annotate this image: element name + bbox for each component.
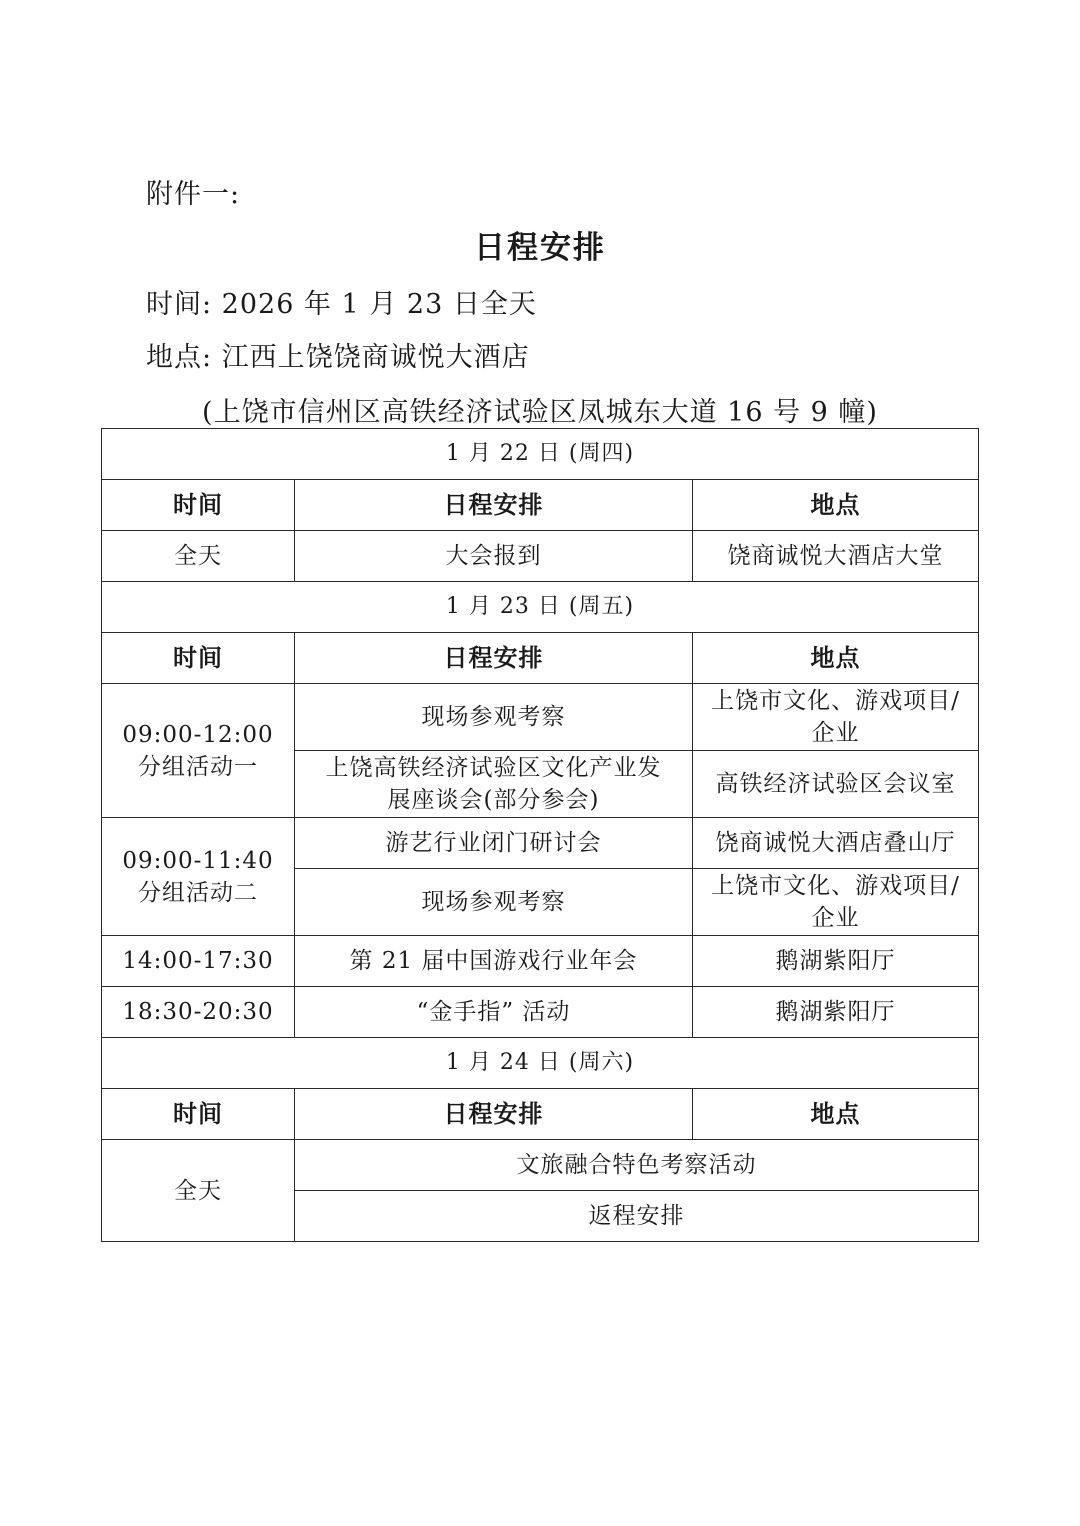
column-header-row [102,480,979,531]
schedule-table [101,428,979,1242]
activity-cell: 返程安排 [295,1191,979,1242]
place-line: 企业 [811,720,860,746]
activity-cell: “金手指” 活动 [295,987,693,1038]
activity-line: 展座谈会(部分参会) [387,787,600,813]
column-header-place: 地点 [693,1089,979,1140]
activity-cell [295,751,693,818]
table-row [102,684,979,751]
table-row [102,818,979,869]
column-header-schedule: 日程安排 [295,480,693,531]
activity-cell: 大会报到 [295,531,693,582]
table-row [102,987,979,1038]
place-cell: 鹅湖紫阳厅 [693,987,979,1038]
group-name: 分组活动二 [138,879,258,906]
place-cell: 饶商诚悦大酒店叠山厅 [693,818,979,869]
group-name: 分组活动一 [138,753,258,780]
column-header-schedule: 日程安排 [295,633,693,684]
activity-cell: 文旅融合特色考察活动 [295,1140,979,1191]
place-line: 上饶市文化、游戏项目/ [711,873,960,899]
column-header-row [102,633,979,684]
column-header-place: 地点 [693,480,979,531]
activity-line: 上饶高铁经济试验区文化产业发 [325,755,662,781]
event-time-line: 时间: 2026 年 1 月 23 日全天 [146,289,537,320]
group-time-cell [102,684,295,818]
column-header-row [102,1089,979,1140]
group-time: 09:00-12:00 [122,721,274,748]
time-cell: 18:30-20:30 [102,987,295,1038]
day-header-row [102,429,979,480]
activity-cell: 第 21 届中国游戏行业年会 [295,936,693,987]
place-line: 上饶市文化、游戏项目/ [711,688,960,714]
table-row [102,1140,979,1191]
day-header-row [102,582,979,633]
event-place-line: 地点: 江西上饶饶商诚悦大酒店 [146,342,530,373]
day-label: 1 月 22 日 (周四) [102,429,979,480]
day-header-row [102,1038,979,1089]
activity-cell: 现场参观考察 [295,869,693,936]
activity-cell: 现场参观考察 [295,684,693,751]
group-time: 09:00-11:40 [122,847,274,874]
place-cell [693,684,979,751]
activity-cell: 游艺行业闭门研讨会 [295,818,693,869]
attachment-label: 附件一: [146,179,241,210]
place-cell: 鹅湖紫阳厅 [693,936,979,987]
column-header-time: 时间 [102,633,295,684]
day-label: 1 月 24 日 (周六) [102,1038,979,1089]
time-cell: 全天 [102,531,295,582]
time-cell: 全天 [102,1140,295,1242]
place-cell [693,869,979,936]
day-label: 1 月 23 日 (周五) [102,582,979,633]
group-time-cell [102,818,295,936]
column-header-schedule: 日程安排 [295,1089,693,1140]
time-cell: 14:00-17:30 [102,936,295,987]
column-header-time: 时间 [102,480,295,531]
place-cell: 高铁经济试验区会议室 [693,751,979,818]
place-cell: 饶商诚悦大酒店大堂 [693,531,979,582]
place-line: 企业 [811,905,860,931]
column-header-place: 地点 [693,633,979,684]
column-header-time: 时间 [102,1089,295,1140]
event-address-line: (上饶市信州区高铁经济试验区凤城东大道 16 号 9 幢) [202,397,878,428]
document-title: 日程安排 [474,230,606,266]
table-row [102,531,979,582]
table-row [102,936,979,987]
